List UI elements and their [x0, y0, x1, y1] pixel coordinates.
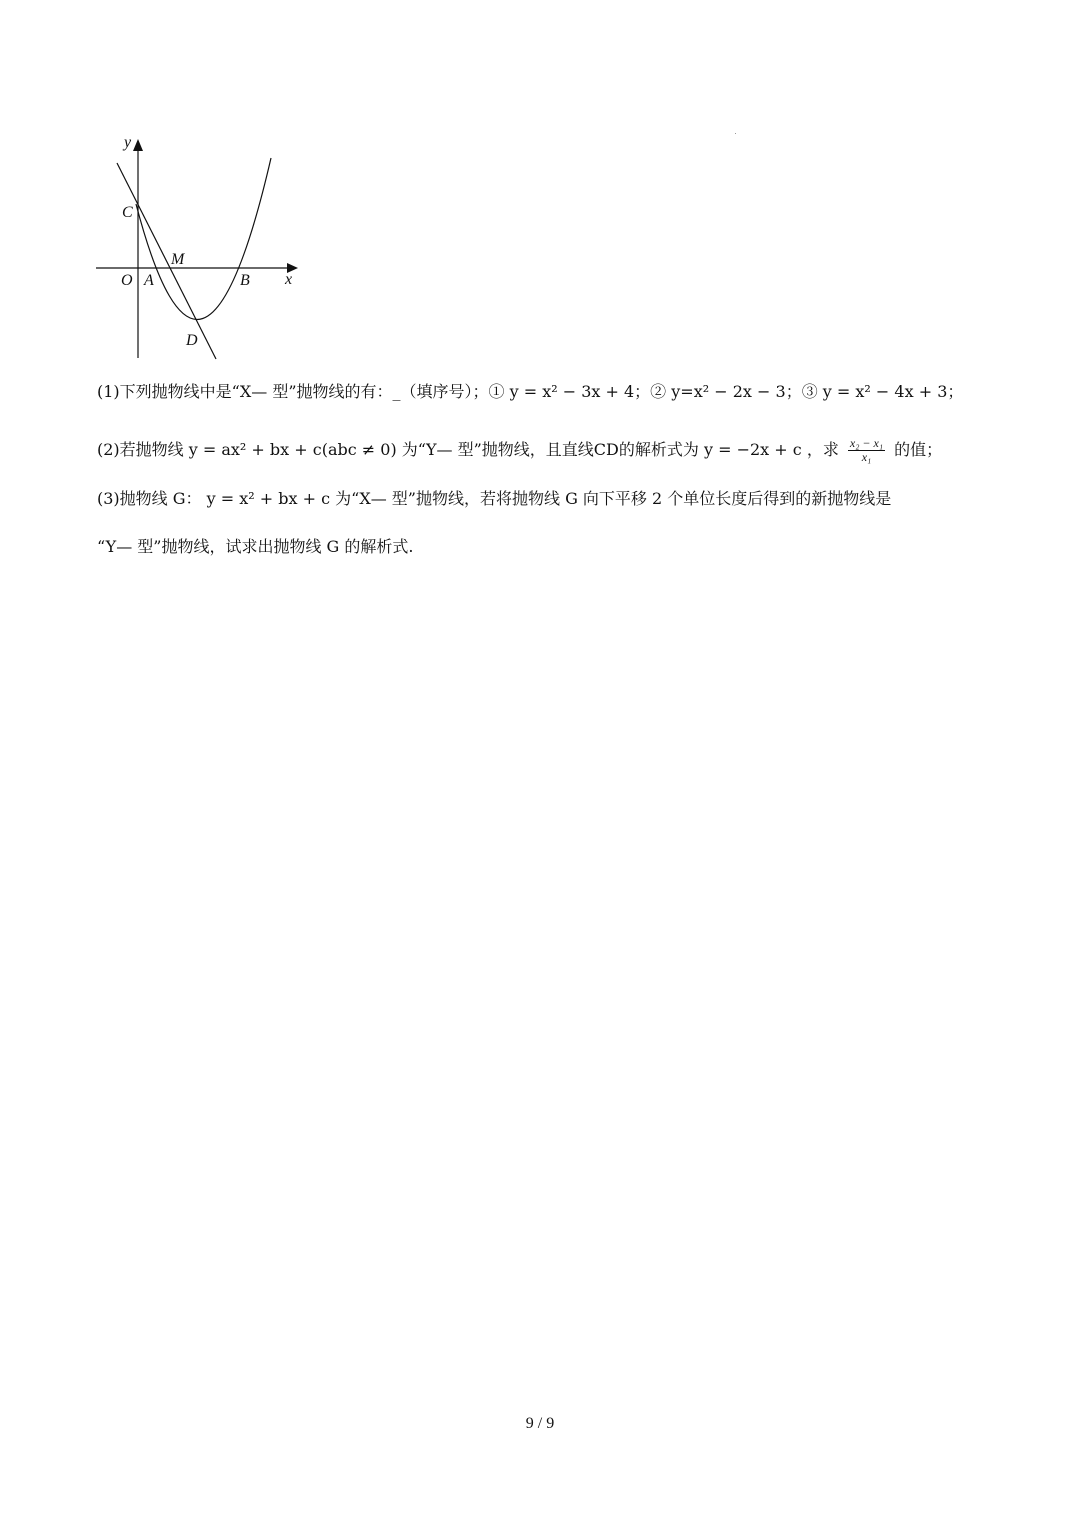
label-b: B — [240, 272, 250, 289]
question-2-text: (2)若抛物线 y = ax² + bx + c(abc ≠ 0) 为“Y— 型”抛物线，且直线CD的解析式为 y = −2x + c ，求 — [97, 440, 839, 459]
page-number: 9 / 9 — [525, 1415, 555, 1432]
question-2-tail: 的值； — [894, 440, 943, 459]
question-1: (1)下列抛物线中是“X— 型”抛物线的有：_（填序号）；① y = x² − 3x + 4；② y=x² − 2x − 3；③ y = x² − 4x + 3； — [97, 382, 964, 401]
fraction-denominator: x₁ — [861, 450, 872, 464]
fraction-numerator: x₂ − x₁ — [849, 436, 884, 450]
question-3-line-1: (3)抛物线 G： y = x² + bx + c 为“X— 型”抛物线，若将抛物线 G 向下平移 2 个单位长度后得到的新抛物线是 — [97, 489, 892, 508]
question-2 — [97, 437, 985, 464]
label-y: y — [124, 134, 132, 151]
label-m: M — [171, 251, 185, 268]
label-o: O — [121, 272, 133, 289]
line-cd — [117, 163, 216, 359]
parabola-diagram — [88, 125, 318, 365]
parabola-figure — [88, 125, 318, 365]
stray-mark — [735, 133, 736, 134]
label-x: x — [285, 271, 293, 288]
parabola-curve — [136, 158, 271, 319]
y-axis-arrow — [133, 139, 143, 151]
label-d: D — [186, 332, 198, 349]
label-a: A — [144, 272, 154, 289]
question-3-line-2: “Y— 型”抛物线，试求出抛物线 G 的解析式. — [97, 537, 414, 556]
fraction — [848, 437, 885, 464]
label-c: C — [122, 204, 133, 221]
